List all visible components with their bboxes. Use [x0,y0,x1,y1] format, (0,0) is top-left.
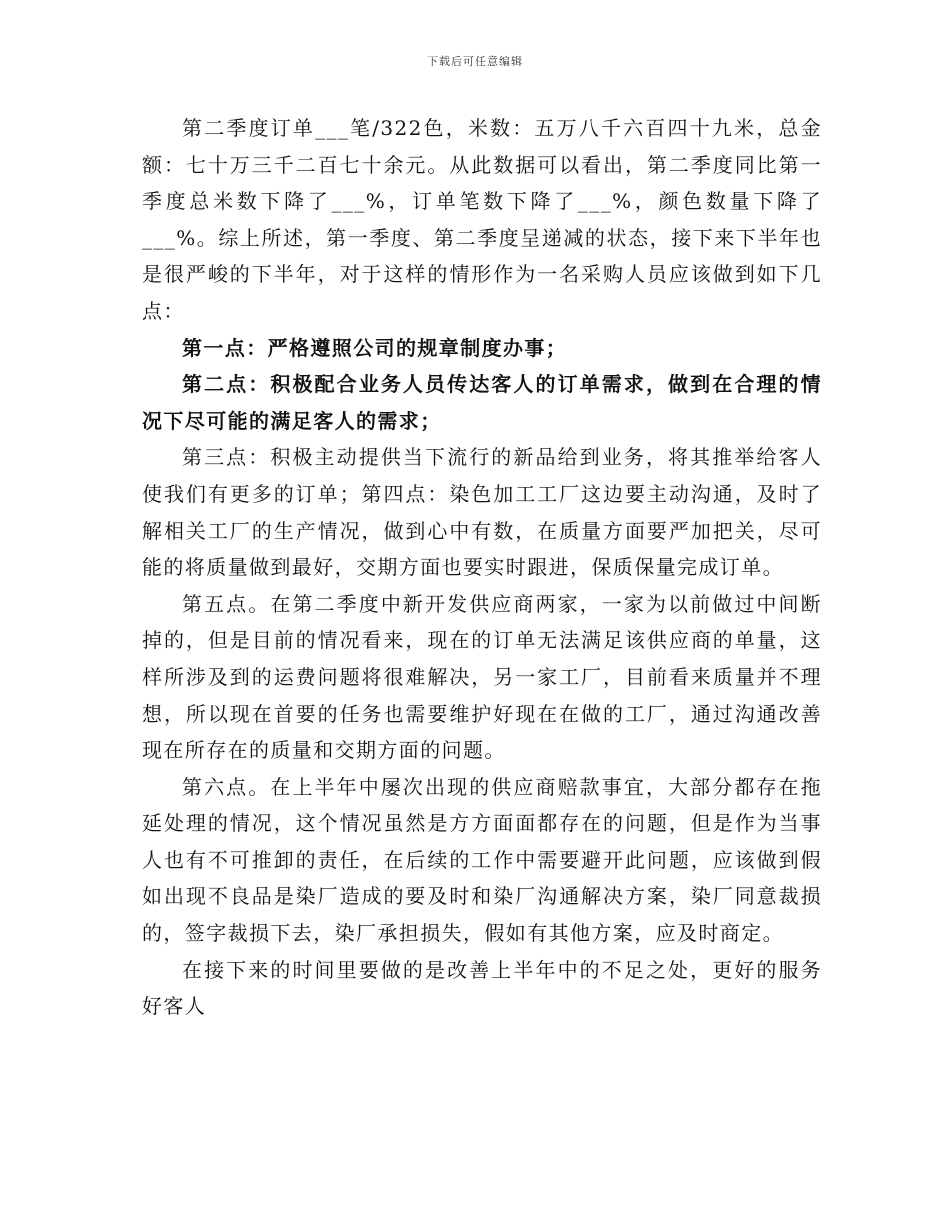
paragraph-closing: 在接下来的时间里要做的是改善上半年中的不足之处，更好的服务好客人 [142,957,822,1019]
page-header: 下载后可任意编辑 [427,55,523,68]
paragraph-point-3-4: 第三点：积极主动提供当下流行的新品给到业务，将其推举给客人使我们有更多的订单；第四点：染色加工工厂这边要主动沟通，及时了解相关工厂的生产情况，做到心中有数，在质量方面要严加把关，尽可能的将质量做到最好，交期方面也要实时跟进，保质保量完成订单。 [142,445,822,580]
paragraph-point-5: 第五点。在第二季度中新开发供应商两家，一家为以前做过中间断掉的，但是目前的情况看来，现在的订单无法满足该供应商的单量，这样所涉及到的运费问题将很难解决，另一家工厂，目前看来质量并不理想，所以现在首要的任务也需要维护好现在在做的工厂，通过沟通改善现在所存在的质量和交期方面的问题。 [142,591,822,763]
document-body [142,110,822,1025]
paragraph-point-2: 第二点：积极配合业务人员传达客人的订单需求，做到在合理的情况下尽可能的满足客人的需求； [142,372,822,433]
paragraph-q2-summary: 第二季度订单___笔/322色，米数：五万八千六百四十九米，总金额：七十万三千二百七十余元。从此数据可以看出，第二季度同比第一季度总米数下降了___%，订单笔数下降了___%，颜色数量下降了___%。综上所述，第一季度、第二季度呈递减的状态，接下来下半年也是很严峻的下半年，对于这样的情形作为一名采购人员应该做到如下几点： [142,116,822,323]
paragraph-point-1: 第一点：严格遵照公司的规章制度办事； [182,335,568,360]
paragraph-point-6: 第六点。在上半年中屡次出现的供应商赔款事宜，大部分都存在拖延处理的情况，这个情况虽然是方方面面都存在的问题，但是作为当事人也有不可推卸的责任，在后续的工作中需要避开此问题，应该做到假如出现不良品是染厂造成的要及时和染厂沟通解决方案，染厂同意裁损的，签字裁损下去，染厂承担损失，假如有其他方案，应及时商定。 [142,774,822,946]
